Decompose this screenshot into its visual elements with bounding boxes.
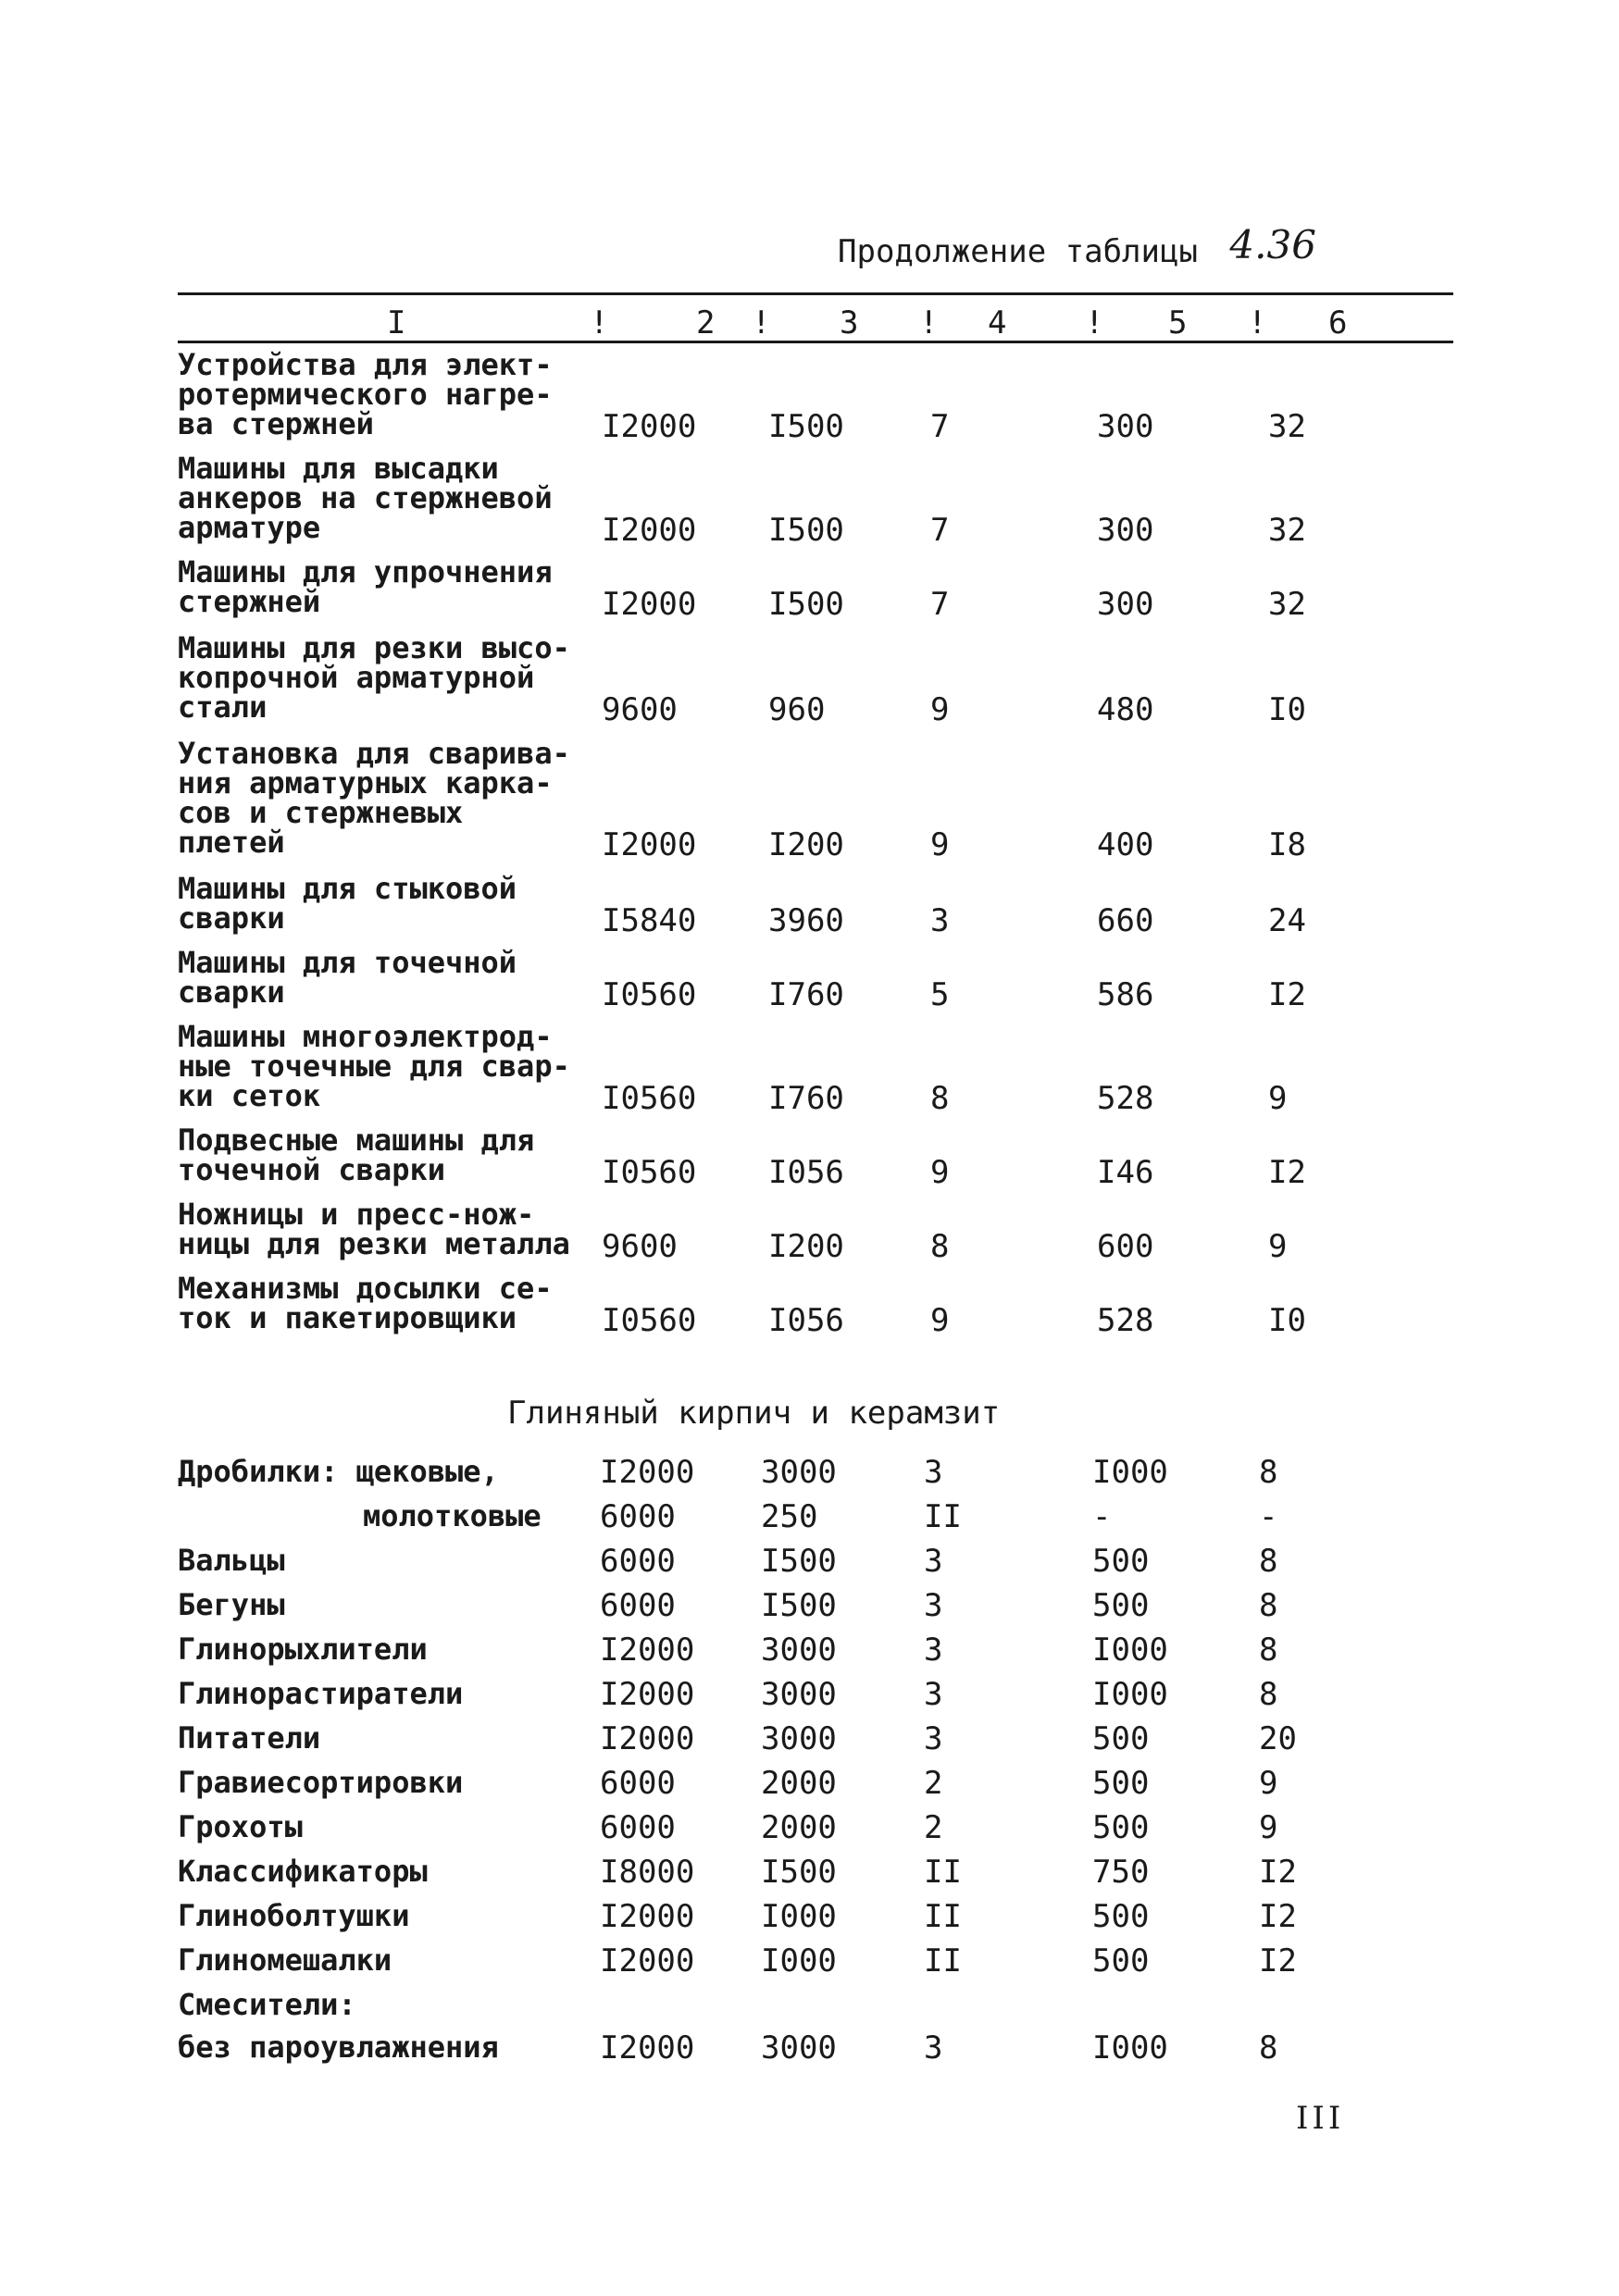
cell-col-2: I8000 <box>600 1854 695 1891</box>
row-label: Ножницы и пресс-нож- ницы для резки металла <box>178 1197 570 1261</box>
cell-col-3: I000 <box>761 1942 837 1980</box>
cell-col-3: I760 <box>768 1080 844 1117</box>
col-header-4: 4 <box>988 304 1007 341</box>
cell-col-5: 500 <box>1092 1809 1150 1846</box>
row-label: Дробилки: щековые, <box>178 1454 499 1489</box>
cell-col-5: I000 <box>1092 2029 1168 2066</box>
cell-col-6: 32 <box>1268 586 1306 623</box>
cell-col-3: 3000 <box>761 1676 837 1713</box>
cell-col-4: 7 <box>930 408 950 445</box>
cell-col-4: 3 <box>924 1587 943 1624</box>
col-header-6: 6 <box>1328 304 1348 341</box>
cell-col-3: I000 <box>761 1898 837 1935</box>
cell-col-2: I2000 <box>600 1454 695 1491</box>
cell-col-5: 600 <box>1097 1228 1154 1265</box>
cell-col-3: 2000 <box>761 1765 837 1802</box>
cell-col-5: 660 <box>1097 902 1154 939</box>
cell-col-4: 9 <box>930 1302 950 1339</box>
cell-col-4: II <box>924 1854 962 1891</box>
col-separator: ! <box>1248 304 1267 341</box>
cell-col-3: 2000 <box>761 1809 837 1846</box>
col-header-2: 2 <box>696 304 716 341</box>
row-label: Машины многоэлектрод- ные точечные для свар- ки сеток <box>178 1019 570 1113</box>
cell-col-4: II <box>924 1498 962 1535</box>
header-top-rule <box>178 292 1453 295</box>
cell-col-3: I500 <box>761 1854 837 1891</box>
cell-col-6: I8 <box>1268 826 1306 863</box>
cell-col-2: I0560 <box>602 1302 697 1339</box>
cell-col-6: I2 <box>1259 1898 1297 1935</box>
cell-col-2: I2000 <box>600 1942 695 1980</box>
row-label: Установка для сварива- ния арматурных карка- сов и стержневых плетей <box>178 736 570 860</box>
cell-col-4: 8 <box>930 1080 950 1117</box>
cell-col-2: 6000 <box>600 1765 676 1802</box>
cell-col-2: 9600 <box>602 1228 678 1265</box>
cell-col-4: 3 <box>924 1454 943 1491</box>
cell-col-4: 2 <box>924 1809 943 1846</box>
cell-col-2: I2000 <box>602 586 697 623</box>
cell-col-2: I0560 <box>602 1080 697 1117</box>
cell-col-5: 528 <box>1097 1080 1154 1117</box>
row-label: Машины для высадки анкеров на стержневой арматуре <box>178 451 553 545</box>
cell-col-3: 3960 <box>768 902 844 939</box>
cell-col-5: 400 <box>1097 826 1154 863</box>
cell-col-2: I2000 <box>602 408 697 445</box>
cell-col-5: I000 <box>1092 1454 1168 1491</box>
cell-col-5: I000 <box>1092 1632 1168 1669</box>
cell-col-6: I2 <box>1259 1854 1297 1891</box>
row-label: Питатели <box>178 1720 321 1756</box>
cell-col-3: I200 <box>768 1228 844 1265</box>
col-header-1: I <box>387 304 406 341</box>
row-label: Глиноболтушки <box>178 1898 410 1933</box>
cell-col-3: I500 <box>768 408 844 445</box>
cell-col-2: I2000 <box>600 1676 695 1713</box>
cell-col-6: 8 <box>1259 1632 1278 1669</box>
row-label: Вальцы <box>178 1543 285 1578</box>
row-label: молотковые <box>363 1498 542 1533</box>
cell-col-2: 6000 <box>600 1587 676 1624</box>
cell-col-3: I760 <box>768 976 844 1013</box>
cell-col-4: II <box>924 1898 962 1935</box>
row-label: Классификаторы <box>178 1854 428 1889</box>
cell-col-4: II <box>924 1942 962 1980</box>
table-continuation-title <box>838 222 1316 270</box>
cell-col-2: I2000 <box>600 2029 695 2066</box>
cell-col-5: 500 <box>1092 1543 1150 1580</box>
col-separator: ! <box>752 304 771 341</box>
cell-col-6: 24 <box>1268 902 1306 939</box>
cell-col-5: 300 <box>1097 512 1154 549</box>
cell-col-3: I500 <box>761 1587 837 1624</box>
cell-col-5: 500 <box>1092 1765 1150 1802</box>
cell-col-5: 500 <box>1092 1720 1150 1757</box>
cell-col-2: I0560 <box>602 1154 697 1191</box>
cell-col-5: 300 <box>1097 408 1154 445</box>
cell-col-6: I2 <box>1259 1942 1297 1980</box>
cell-col-2: I2000 <box>602 512 697 549</box>
cell-col-6: 9 <box>1268 1080 1288 1117</box>
row-label: Глинорыхлители <box>178 1632 428 1667</box>
row-label: Машины для упрочнения стержней <box>178 554 553 619</box>
cell-col-2: I2000 <box>600 1720 695 1757</box>
cell-col-6: 20 <box>1259 1720 1297 1757</box>
cell-col-4: 9 <box>930 1154 950 1191</box>
cell-col-3: I200 <box>768 826 844 863</box>
cell-col-4: 3 <box>930 902 950 939</box>
cell-col-6: I2 <box>1268 1154 1306 1191</box>
cell-col-4: 3 <box>924 1543 943 1580</box>
row-label: без пароувлажнения <box>178 2029 499 2065</box>
row-label: Глинорастиратели <box>178 1676 464 1711</box>
row-label: Машины для стыковой сварки <box>178 871 517 936</box>
cell-col-5: 300 <box>1097 586 1154 623</box>
cell-col-2: I2000 <box>600 1632 695 1669</box>
row-label: Машины для точечной сварки <box>178 945 517 1010</box>
cell-col-4: 7 <box>930 512 950 549</box>
cell-col-6: 32 <box>1268 408 1306 445</box>
cell-col-5: 500 <box>1092 1898 1150 1935</box>
cell-col-6: 32 <box>1268 512 1306 549</box>
col-separator: ! <box>919 304 939 341</box>
cell-col-6: I0 <box>1268 1302 1306 1339</box>
cell-col-4: 8 <box>930 1228 950 1265</box>
cell-col-2: 6000 <box>600 1543 676 1580</box>
cell-col-3: 3000 <box>761 1720 837 1757</box>
cell-col-3: I500 <box>761 1543 837 1580</box>
title-text: Продолжение таблицы <box>838 233 1198 270</box>
cell-col-2: I5840 <box>602 902 697 939</box>
cell-col-6: I2 <box>1268 976 1306 1013</box>
cell-col-4: 3 <box>924 1720 943 1757</box>
cell-col-6: 8 <box>1259 1587 1278 1624</box>
cell-col-2: I2000 <box>600 1898 695 1935</box>
cell-col-3: 250 <box>761 1498 818 1535</box>
row-label: Устройства для элект- ротермического нагре- ва стержней <box>178 347 553 441</box>
cell-col-3: I500 <box>768 586 844 623</box>
cell-col-6: 9 <box>1259 1765 1278 1802</box>
cell-col-6: 8 <box>1259 1676 1278 1713</box>
col-separator: ! <box>1085 304 1104 341</box>
cell-col-5: 500 <box>1092 1587 1150 1624</box>
cell-col-5: 500 <box>1092 1942 1150 1980</box>
cell-col-2: 6000 <box>600 1809 676 1846</box>
cell-col-6: 8 <box>1259 1454 1278 1491</box>
cell-col-6: 9 <box>1259 1809 1278 1846</box>
cell-col-6: 8 <box>1259 1543 1278 1580</box>
cell-col-3: I056 <box>768 1154 844 1191</box>
cell-col-2: I2000 <box>602 826 697 863</box>
cell-col-3: 3000 <box>761 1632 837 1669</box>
cell-col-4: 9 <box>930 826 950 863</box>
cell-col-4: 3 <box>924 1676 943 1713</box>
cell-col-5: 480 <box>1097 691 1154 728</box>
row-label: Грохоты <box>178 1809 303 1844</box>
header-bottom-rule <box>178 341 1453 343</box>
section-title: Глиняный кирпич и керамзит <box>507 1395 1001 1432</box>
cell-col-2: 9600 <box>602 691 678 728</box>
cell-col-3: I056 <box>768 1302 844 1339</box>
row-label: Подвесные машины для точечной сварки <box>178 1123 535 1187</box>
cell-col-3: 960 <box>768 691 826 728</box>
col-header-5: 5 <box>1168 304 1188 341</box>
row-label: Бегуны <box>178 1587 285 1622</box>
cell-col-4: 7 <box>930 586 950 623</box>
cell-col-6: I0 <box>1268 691 1306 728</box>
cell-col-2: I0560 <box>602 976 697 1013</box>
row-label: Глиномешалки <box>178 1942 392 1978</box>
cell-col-2: 6000 <box>600 1498 676 1535</box>
cell-col-6: 9 <box>1268 1228 1288 1265</box>
cell-col-5: 528 <box>1097 1302 1154 1339</box>
cell-col-6: - <box>1259 1498 1278 1535</box>
cell-col-4: 3 <box>924 2029 943 2066</box>
cell-col-5: 586 <box>1097 976 1154 1013</box>
cell-col-3: 3000 <box>761 2029 837 2066</box>
col-separator: ! <box>590 304 609 341</box>
row-label: Механизмы досылки се- ток и пакетировщики <box>178 1271 553 1335</box>
row-label: Машины для резки высо- копрочной арматурной стали <box>178 630 570 725</box>
cell-col-5: I46 <box>1097 1154 1154 1191</box>
cell-col-4: 5 <box>930 976 950 1013</box>
col-header-3: 3 <box>840 304 859 341</box>
cell-col-3: 3000 <box>761 1454 837 1491</box>
cell-col-5: - <box>1092 1498 1112 1535</box>
cell-col-4: 3 <box>924 1632 943 1669</box>
row-label: Гравиесортировки <box>178 1765 464 1800</box>
cell-col-5: I000 <box>1092 1676 1168 1713</box>
cell-col-6: 8 <box>1259 2029 1278 2066</box>
cell-col-3: I500 <box>768 512 844 549</box>
cell-col-5: 750 <box>1092 1854 1150 1891</box>
column-header-row <box>0 304 1619 341</box>
cell-col-4: 2 <box>924 1765 943 1802</box>
row-label: Смесители: <box>178 1987 356 2022</box>
cell-col-4: 9 <box>930 691 950 728</box>
handwritten-table-number: 4.36 <box>1229 222 1316 267</box>
page-number: III <box>1296 2100 1345 2137</box>
